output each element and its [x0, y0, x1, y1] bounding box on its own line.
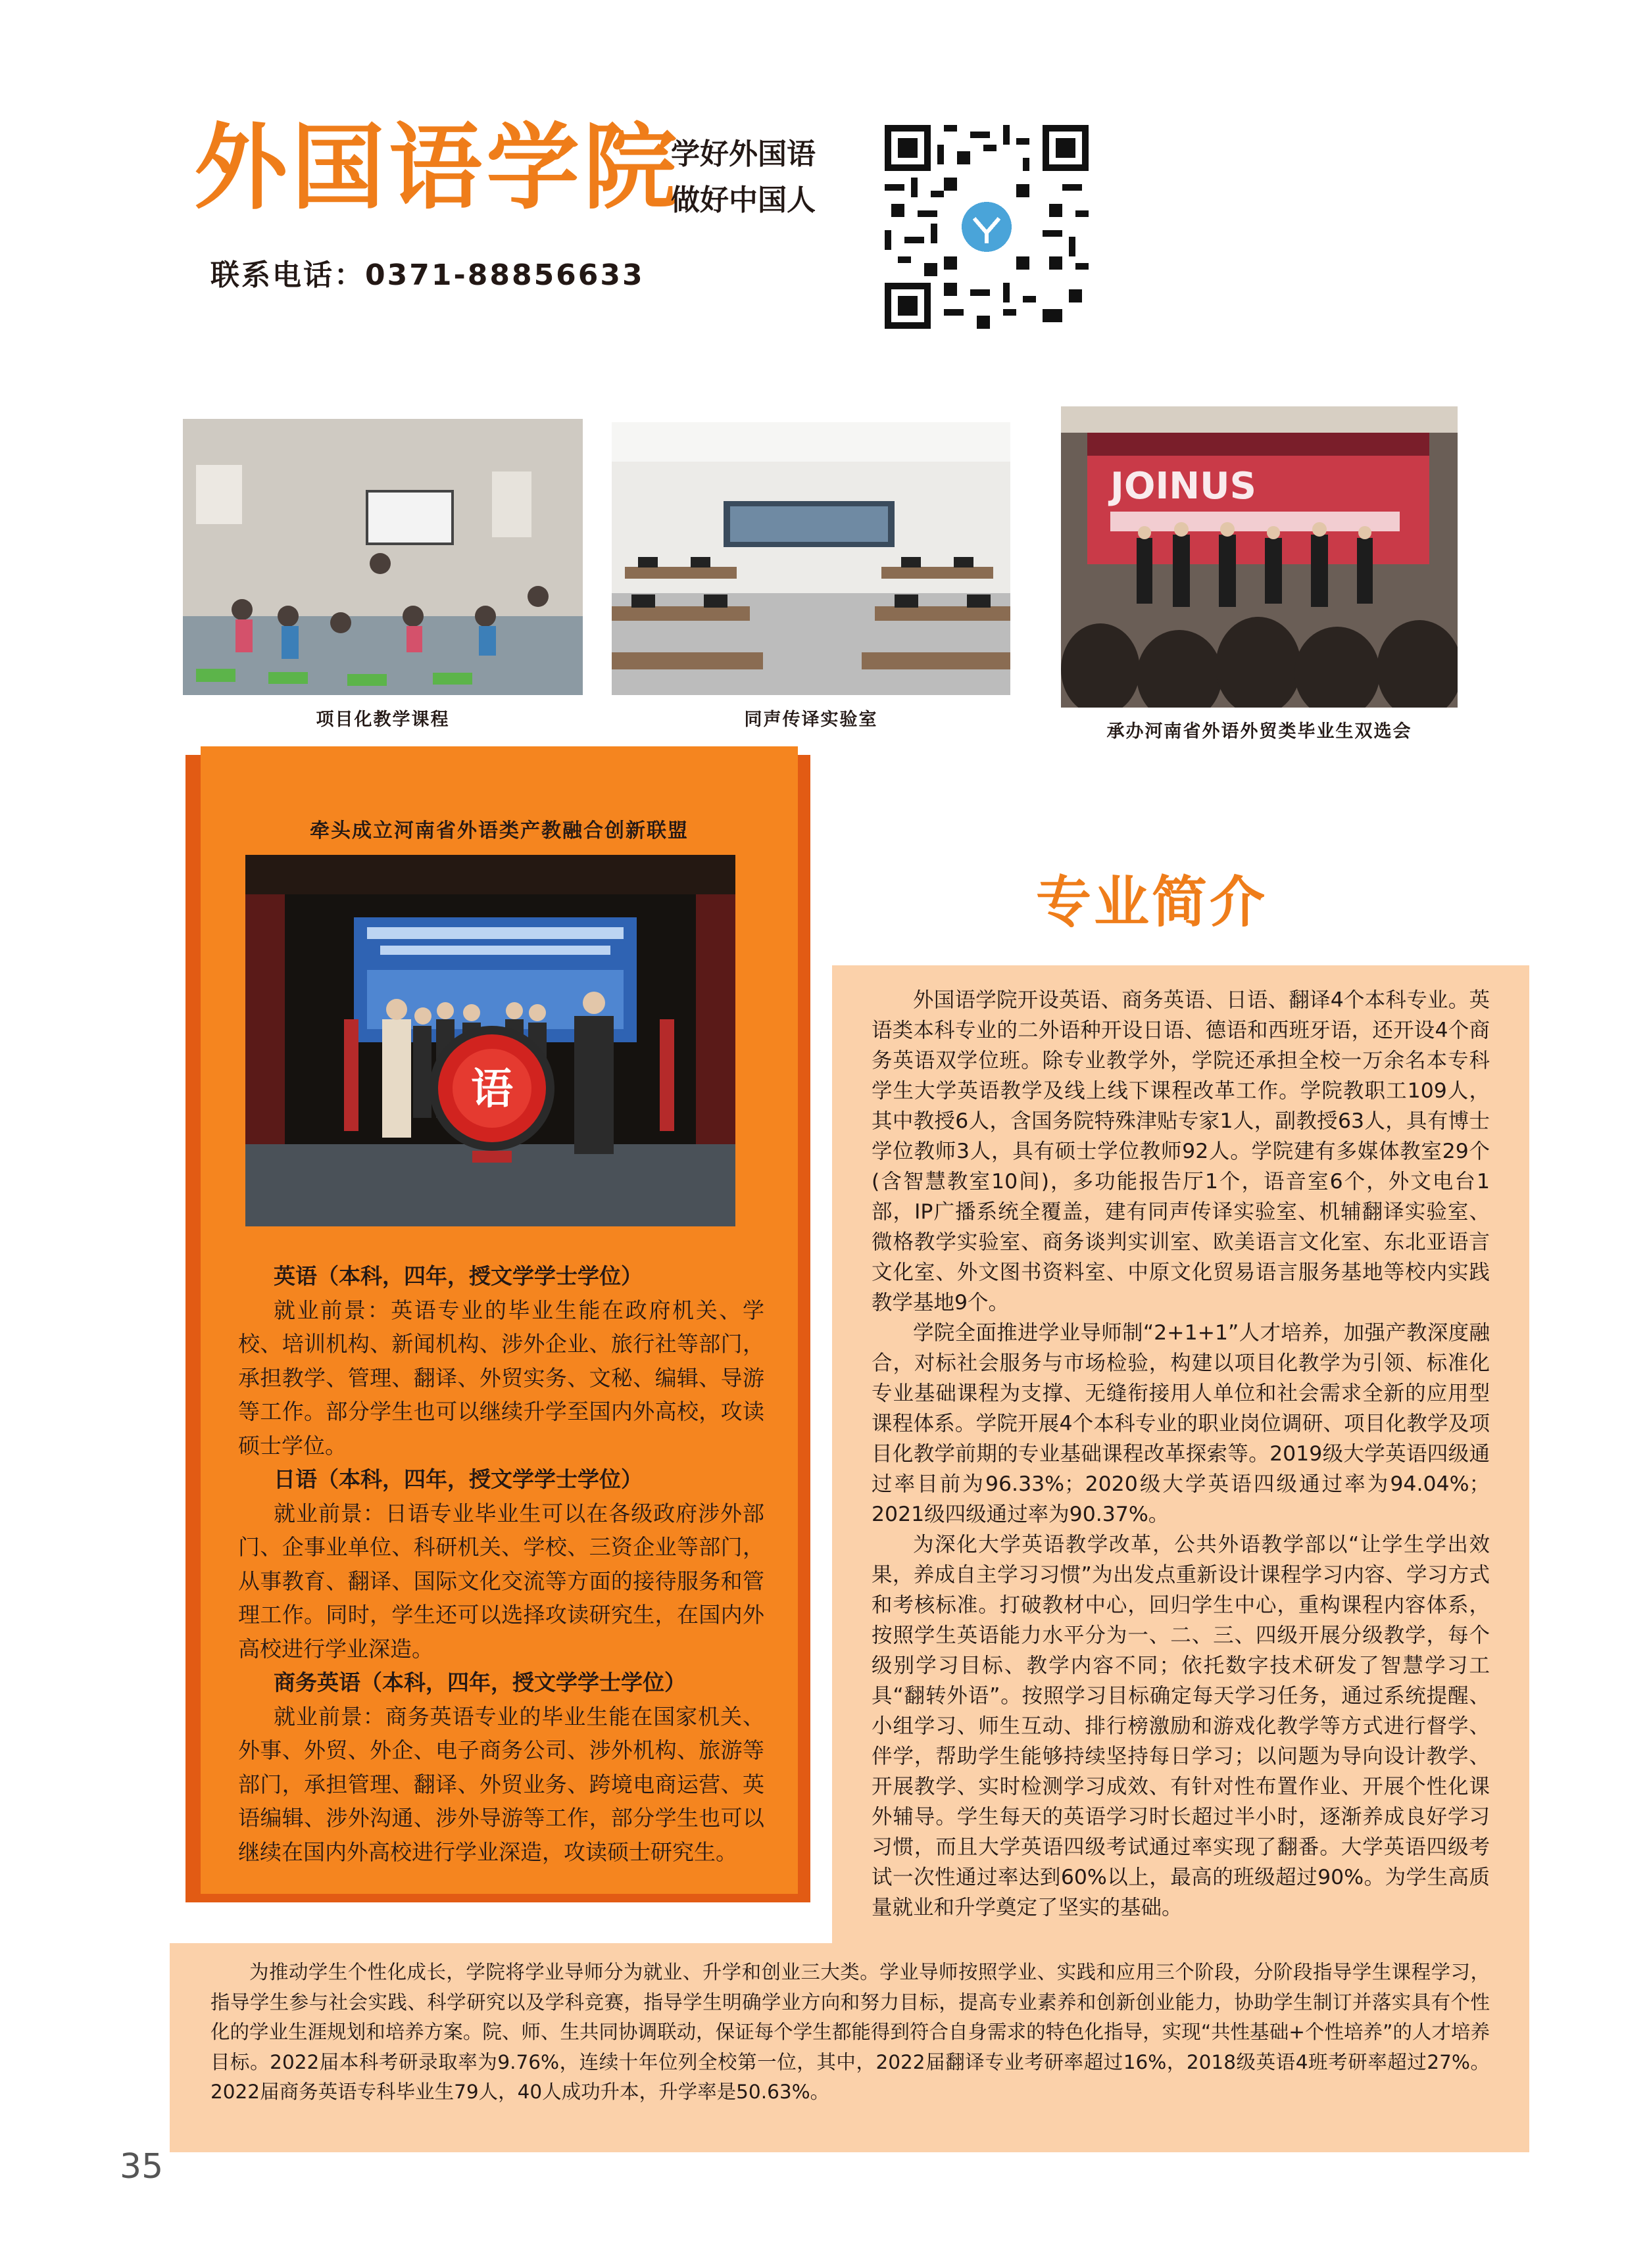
major-description: 就业前景：日语专业毕业生可以在各级政府涉外部门、企事业单位、科研机关、学校、三资企业等部门，从事教育、翻译、国际文化交流等方面的接待服务和管理工作。同时，学生还可以选择攻读研究生，在国内外高校进行学业深造。 [238, 1500, 764, 1662]
qr-code-icon [885, 125, 1089, 329]
slogan-line-2: 做好中国人 [671, 183, 816, 217]
bottom-text [210, 1958, 1490, 2108]
intro-paragraph: 为深化大学英语教学改革，公共外语教学部以“让学生学出效果，养成自主学习习惯”为出发点重新设计课程学习内容、学习方式和考核标准。打破教材中心，回归学生中心，重构课程内容体系，按照学生英语能力水平分为一、二、三、四级开展分级教学，每个级别学习目标、教学内容不同；依托数字技术研发了智慧学习工具“翻转外语”。按照学习目标确定每天学习任务，通过系统提醒、小组学习、师生互动、排行榜激励和游戏化教学等方式进行督学、伴学，帮助学生能够持续坚持每日学习；以问题为导向设计教学、开展教学、实时检测学习成效、有针对性布置作业、开展个性化课外辅导。学生每天的英语学习时长超过半小时，逐渐养成良好学习习惯，而且大学英语四级考试通过率实现了翻番。大学英语四级考试一次性通过率达到60%以上，最高的班级超过90%。为学生高质量就业和升学奠定了坚实的基础。 [872, 1533, 1490, 1919]
major-description: 就业前景：商务英语专业的毕业生能在国家机关、外事、外贸、外企、电子商务公司、涉外机构、旅游等部门，承担管理、翻译、外贸业务、跨境电商运营、英语编辑、涉外沟通、涉外导游等工作，部分学生也可以继续在国内外高校进行学业深造，攻读硕士研究生。 [238, 1703, 764, 1865]
slogan [671, 132, 816, 224]
page-title: 外国语学院 [194, 114, 681, 222]
section-heading: 专业简介 [1036, 870, 1268, 934]
major-heading: 英语（本科，四年，授文学学士学位） [274, 1263, 643, 1289]
slogan-line-1: 学好外国语 [671, 137, 816, 171]
page-number: 35 [120, 2147, 164, 2186]
intro-paragraph: 学院全面推进学业导师制“2+1+1”人才培养，加强产教深度融合，对标社会服务与市场检验，构建以项目化教学为引领、标准化专业基础课程为支撑、无缝衔接用人单位和社会需求全新的应用型课程体系。学院开展4个本科专业的职业岗位调研、项目化教学及项目化教学前期的专业基础课程改革探索等。2019级大学英语四级通过率目前为96.33%；2020级大学英语四级通过率为94.04%；2021级四级通过率为90.37%。 [872, 1321, 1490, 1526]
qr-code[interactable] [885, 125, 1089, 329]
photo-caption: 同声传译实验室 [744, 710, 878, 730]
major-heading: 日语（本科，四年，授文学学士学位） [274, 1466, 643, 1492]
photo-caption: 项目化教学课程 [316, 710, 450, 730]
majors-list [238, 1259, 764, 1869]
contact-phone: 联系电话：0371-88856633 [210, 258, 645, 292]
major-description: 就业前景：英语专业的毕业生能在政府机关、学校、培训机构、新闻机构、涉外企业、旅行社等部门，承担教学、管理、翻译、外贸实务、文秘、编辑、导游等工作。部分学生也可以继续升学至国内外高校，攻读硕士学位。 [238, 1297, 764, 1459]
alliance-button-char: 语 [471, 1065, 513, 1114]
major-heading: 商务英语（本科，四年，授文学学士学位） [274, 1670, 686, 1695]
interpreting-lab-photo [612, 422, 1010, 695]
intro-text [872, 985, 1490, 1923]
svg-text:JOINUS: JOINUS [1110, 465, 1256, 508]
intro-paragraph: 外国语学院开设英语、商务英语、日语、翻译4个本科专业。英语类本科专业的二外语种开设日语、德语和西班牙语，还开设4个商务英语双学位班。除专业教学外，学院还承担全校一万余名本专科学生大学英语教学及线上线下课程改革工作。学院教职工109人，其中教授6人，含国务院特殊津贴专家1人，副教授63人，具有博士学位教师3人，具有硕士学位教师92人。学院建有多媒体教室29个(含智慧教室10间)，多功能报告厅1个，语音室6个，外文电台1部，IP广播系统全覆盖，建有同声传译实验室、机辅翻译实验室、微格教学实验室、商务谈判实训室、欧美语言文化室、东北亚语言文化室、外文图书资料室、中原文化贸易语言服务基地等校内实践教学基地9个。 [872, 988, 1490, 1315]
alliance-title: 牵头成立河南省外语类产教融合创新联盟 [310, 819, 689, 842]
alliance-photo [245, 855, 735, 1226]
photo-caption: 承办河南省外语外贸类毕业生双选会 [1106, 721, 1412, 742]
bottom-paragraph: 为推动学生个性化成长，学院将学业导师分为就业、升学和创业三大类。学业导师按照学业、实践和应用三个阶段，分阶段指导学生课程学习，指导学生参与社会实践、科学研究以及学科竞赛，指导学生明确学业方向和努力目标，提高专业素养和创新创业能力，协助学生制订并落实具有个性化的学业生涯规划和培养方案。院、师、生共同协调联动，保证每个学生都能得到符合自身需求的特色化指导，实现“共性基础+个性培养”的人才培养目标。2022届本科考研录取率为9.76%，连续十年位列全校第一位，其中，2022届翻译专业考研率超过16%，2018级英语4班考研率超过27%。2022届商务英语专科毕业生79人，40人成功升本，升学率是50.63%。 [210, 1961, 1490, 2103]
classroom-photo [183, 419, 583, 695]
job-fair-photo [1061, 406, 1458, 708]
